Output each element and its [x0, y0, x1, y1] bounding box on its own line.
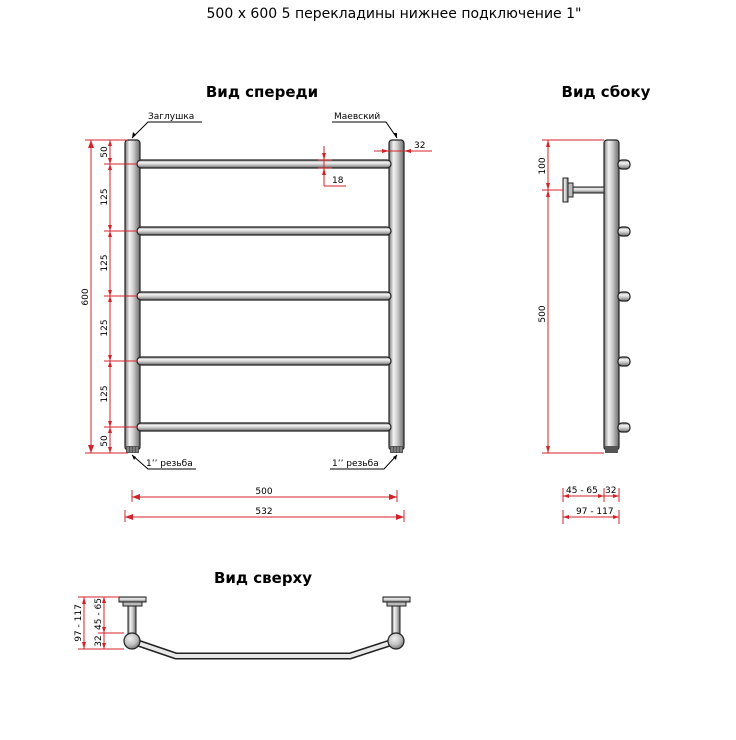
- dim-top-offset: 50: [100, 146, 110, 158]
- dim-side-height: 500: [538, 305, 548, 323]
- dim-side-top: 100: [538, 157, 548, 175]
- thread-left-label: 1’’ резьба: [146, 459, 193, 469]
- side-tube: [604, 140, 619, 450]
- mayevsky-label: Маевский: [334, 112, 381, 122]
- rung-4: [137, 357, 391, 365]
- dim-spacing-1: 125: [100, 188, 110, 206]
- plug-label: Заглушка: [148, 112, 195, 122]
- rung-1: [137, 160, 391, 168]
- dim-spacing-4: 125: [100, 385, 110, 403]
- dim-top-gap: 45 - 65: [94, 598, 104, 630]
- front-view: [81, 112, 432, 522]
- dim-wall-depth: 97 - 117: [576, 507, 614, 517]
- dim-overall-width: 532: [255, 507, 273, 517]
- dim-tube-diameter: 32: [414, 141, 426, 151]
- rung-5: [137, 423, 391, 431]
- side-view-heading: Вид сбоку: [561, 83, 651, 101]
- dim-total-height: 600: [81, 288, 91, 306]
- thread-right-label: 1’’ резьба: [332, 459, 379, 469]
- dim-wall-gap: 45 - 65: [566, 486, 598, 496]
- top-left-tube: [124, 633, 140, 649]
- drawing-title: 500 x 600 5 перекладины нижнее подключение 1": [206, 6, 582, 22]
- dim-bottom-offset: 50: [100, 435, 110, 447]
- rung-3: [137, 292, 391, 300]
- top-left-bracket: [119, 597, 146, 636]
- top-view-heading: Вид сверху: [213, 569, 313, 587]
- top-view: [74, 597, 410, 656]
- front-view-heading: Вид спереди: [205, 83, 319, 101]
- dim-spacing-2: 125: [100, 254, 110, 272]
- side-view: [538, 140, 630, 524]
- dim-top-depth: 97 - 117: [74, 604, 84, 642]
- wall-bracket: [563, 178, 604, 202]
- dim-rung-diameter: 18: [332, 176, 344, 186]
- side-rung-stubs: [618, 160, 630, 432]
- rung-2: [137, 227, 391, 235]
- top-right-bracket: [383, 597, 410, 636]
- top-right-tube: [388, 633, 404, 649]
- dim-top-tube: 32: [94, 635, 104, 647]
- dim-axis-width: 500: [255, 487, 273, 497]
- dim-spacing-3: 125: [100, 319, 110, 337]
- dim-side-tube: 32: [605, 486, 617, 496]
